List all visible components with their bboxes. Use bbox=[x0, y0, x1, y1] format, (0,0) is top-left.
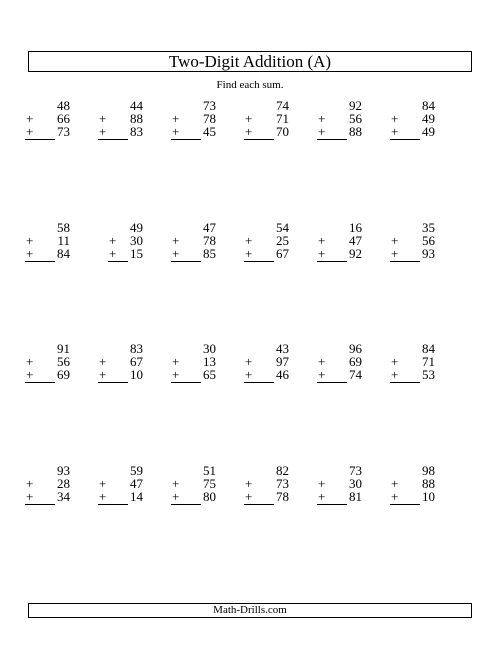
addition-problem bbox=[375, 221, 435, 261]
answer-line bbox=[171, 504, 201, 505]
plus-sign: + bbox=[99, 111, 107, 126]
answer-line bbox=[317, 139, 347, 140]
addition-problem bbox=[229, 464, 289, 504]
addend-1: 84 bbox=[422, 98, 435, 113]
addend-1: 30 bbox=[203, 341, 216, 356]
answer-line bbox=[244, 504, 274, 505]
addend-2: 25 bbox=[276, 233, 289, 248]
addend-2: 11 bbox=[57, 233, 70, 248]
addend-3: 88 bbox=[349, 124, 362, 139]
answer-line bbox=[171, 139, 201, 140]
addend-2: 88 bbox=[130, 111, 143, 126]
addend-2: 13 bbox=[203, 354, 216, 369]
addend-2: 75 bbox=[203, 476, 216, 491]
addend-1: 82 bbox=[276, 463, 289, 478]
plus-sign: + bbox=[245, 476, 253, 491]
addition-problem bbox=[10, 342, 70, 382]
addend-1: 16 bbox=[349, 220, 362, 235]
page-title: Two-Digit Addition (A) bbox=[28, 51, 472, 72]
plus-sign: + bbox=[26, 367, 34, 382]
addend-2: 71 bbox=[422, 354, 435, 369]
plus-sign: + bbox=[245, 367, 253, 382]
addition-problem bbox=[156, 221, 216, 261]
plus-sign: + bbox=[391, 111, 399, 126]
answer-line bbox=[390, 382, 420, 383]
plus-sign: + bbox=[26, 111, 34, 126]
plus-sign: + bbox=[245, 246, 253, 261]
plus-sign: + bbox=[26, 476, 34, 491]
addend-2: 88 bbox=[422, 476, 435, 491]
addend-3: 70 bbox=[276, 124, 289, 139]
answer-line bbox=[98, 139, 128, 140]
addend-1: 43 bbox=[276, 341, 289, 356]
addend-1: 35 bbox=[422, 220, 435, 235]
addend-2: 49 bbox=[422, 111, 435, 126]
plus-sign: + bbox=[391, 354, 399, 369]
answer-line bbox=[25, 504, 55, 505]
addend-2: 66 bbox=[57, 111, 70, 126]
addend-2: 73 bbox=[276, 476, 289, 491]
answer-line bbox=[98, 504, 128, 505]
addition-problem bbox=[83, 464, 143, 504]
addition-problem bbox=[156, 99, 216, 139]
plus-sign: + bbox=[245, 111, 253, 126]
addend-3: 93 bbox=[422, 246, 435, 261]
plus-sign: + bbox=[109, 233, 117, 248]
addend-2: 69 bbox=[349, 354, 362, 369]
answer-line bbox=[25, 382, 55, 383]
addition-problem bbox=[302, 221, 362, 261]
plus-sign: + bbox=[172, 489, 180, 504]
addition-problem bbox=[10, 221, 70, 261]
addend-2: 97 bbox=[276, 354, 289, 369]
plus-sign: + bbox=[172, 246, 180, 261]
plus-sign: + bbox=[245, 354, 253, 369]
plus-sign: + bbox=[172, 124, 180, 139]
addend-1: 74 bbox=[276, 98, 289, 113]
addend-1: 49 bbox=[130, 220, 143, 235]
addition-problem bbox=[375, 99, 435, 139]
plus-sign: + bbox=[172, 111, 180, 126]
addend-2: 30 bbox=[349, 476, 362, 491]
problem-grid bbox=[0, 98, 500, 504]
addend-1: 54 bbox=[276, 220, 289, 235]
answer-line bbox=[25, 139, 55, 140]
addend-2: 28 bbox=[57, 476, 70, 491]
plus-sign: + bbox=[26, 489, 34, 504]
addition-problem bbox=[156, 464, 216, 504]
answer-line bbox=[317, 504, 347, 505]
answer-line bbox=[390, 139, 420, 140]
plus-sign: + bbox=[172, 354, 180, 369]
addend-2: 30 bbox=[130, 233, 143, 248]
addend-1: 59 bbox=[130, 463, 143, 478]
addend-2: 78 bbox=[203, 233, 216, 248]
answer-line bbox=[317, 382, 347, 383]
addend-2: 67 bbox=[130, 354, 143, 369]
addend-3: 34 bbox=[57, 489, 70, 504]
plus-sign: + bbox=[172, 476, 180, 491]
plus-sign: + bbox=[391, 367, 399, 382]
addend-3: 80 bbox=[203, 489, 216, 504]
plus-sign: + bbox=[109, 246, 117, 261]
answer-line bbox=[25, 261, 55, 262]
plus-sign: + bbox=[318, 489, 326, 504]
plus-sign: + bbox=[318, 246, 326, 261]
addition-problem bbox=[83, 342, 143, 382]
addend-1: 93 bbox=[57, 463, 70, 478]
addend-3: 85 bbox=[203, 246, 216, 261]
plus-sign: + bbox=[318, 367, 326, 382]
plus-sign: + bbox=[99, 367, 107, 382]
plus-sign: + bbox=[391, 476, 399, 491]
addend-3: 14 bbox=[130, 489, 143, 504]
addend-2: 56 bbox=[422, 233, 435, 248]
addend-3: 53 bbox=[422, 367, 435, 382]
plus-sign: + bbox=[318, 476, 326, 491]
plus-sign: + bbox=[391, 246, 399, 261]
plus-sign: + bbox=[318, 111, 326, 126]
addend-3: 15 bbox=[130, 246, 143, 261]
addend-3: 10 bbox=[130, 367, 143, 382]
addition-problem bbox=[375, 342, 435, 382]
answer-line bbox=[390, 504, 420, 505]
answer-line bbox=[244, 261, 274, 262]
plus-sign: + bbox=[391, 489, 399, 504]
addend-2: 47 bbox=[130, 476, 143, 491]
footer-credit: Math-Drills.com bbox=[28, 603, 472, 618]
addend-3: 74 bbox=[349, 367, 362, 382]
plus-sign: + bbox=[99, 124, 107, 139]
plus-sign: + bbox=[245, 124, 253, 139]
addition-problem bbox=[10, 99, 70, 139]
plus-sign: + bbox=[245, 233, 253, 248]
addition-problem bbox=[302, 464, 362, 504]
addend-1: 91 bbox=[57, 341, 70, 356]
answer-line bbox=[317, 261, 347, 262]
plus-sign: + bbox=[99, 489, 107, 504]
addend-1: 48 bbox=[57, 98, 70, 113]
addend-1: 98 bbox=[422, 463, 435, 478]
addend-3: 69 bbox=[57, 367, 70, 382]
plus-sign: + bbox=[99, 476, 107, 491]
addend-1: 84 bbox=[422, 341, 435, 356]
addend-1: 44 bbox=[130, 98, 143, 113]
addend-1: 96 bbox=[349, 341, 362, 356]
plus-sign: + bbox=[391, 124, 399, 139]
answer-line bbox=[244, 139, 274, 140]
addition-problem bbox=[10, 464, 70, 504]
answer-line bbox=[108, 261, 128, 262]
addend-3: 10 bbox=[422, 489, 435, 504]
addition-problem bbox=[83, 99, 143, 139]
answer-line bbox=[171, 261, 201, 262]
addition-problem bbox=[156, 342, 216, 382]
addend-2: 56 bbox=[349, 111, 362, 126]
addend-2: 56 bbox=[57, 354, 70, 369]
addend-3: 46 bbox=[276, 367, 289, 382]
addend-3: 83 bbox=[130, 124, 143, 139]
addition-problem bbox=[229, 99, 289, 139]
addend-1: 73 bbox=[349, 463, 362, 478]
plus-sign: + bbox=[318, 354, 326, 369]
plus-sign: + bbox=[26, 124, 34, 139]
addend-3: 84 bbox=[57, 246, 70, 261]
addend-3: 65 bbox=[203, 367, 216, 382]
addend-2: 47 bbox=[349, 233, 362, 248]
plus-sign: + bbox=[391, 233, 399, 248]
addend-2: 78 bbox=[203, 111, 216, 126]
addition-problem bbox=[83, 221, 143, 261]
plus-sign: + bbox=[172, 233, 180, 248]
plus-sign: + bbox=[318, 233, 326, 248]
addend-1: 92 bbox=[349, 98, 362, 113]
answer-line bbox=[390, 261, 420, 262]
answer-line bbox=[171, 382, 201, 383]
answer-line bbox=[98, 382, 128, 383]
plus-sign: + bbox=[245, 489, 253, 504]
addend-3: 81 bbox=[349, 489, 362, 504]
plus-sign: + bbox=[172, 367, 180, 382]
addend-1: 83 bbox=[130, 341, 143, 356]
addend-3: 73 bbox=[57, 124, 70, 139]
addend-3: 45 bbox=[203, 124, 216, 139]
addend-3: 49 bbox=[422, 124, 435, 139]
addition-problem bbox=[229, 342, 289, 382]
plus-sign: + bbox=[26, 246, 34, 261]
addend-1: 58 bbox=[57, 220, 70, 235]
addend-3: 78 bbox=[276, 489, 289, 504]
plus-sign: + bbox=[99, 354, 107, 369]
addition-problem bbox=[302, 99, 362, 139]
addend-1: 73 bbox=[203, 98, 216, 113]
addition-problem bbox=[375, 464, 435, 504]
addition-problem bbox=[302, 342, 362, 382]
plus-sign: + bbox=[26, 354, 34, 369]
addend-3: 67 bbox=[276, 246, 289, 261]
plus-sign: + bbox=[26, 233, 34, 248]
answer-line bbox=[244, 382, 274, 383]
addend-1: 51 bbox=[203, 463, 216, 478]
addend-2: 71 bbox=[276, 111, 289, 126]
plus-sign: + bbox=[318, 124, 326, 139]
addend-1: 47 bbox=[203, 220, 216, 235]
addition-problem bbox=[229, 221, 289, 261]
instructions-text: Find each sum. bbox=[216, 79, 284, 91]
addend-3: 92 bbox=[349, 246, 362, 261]
